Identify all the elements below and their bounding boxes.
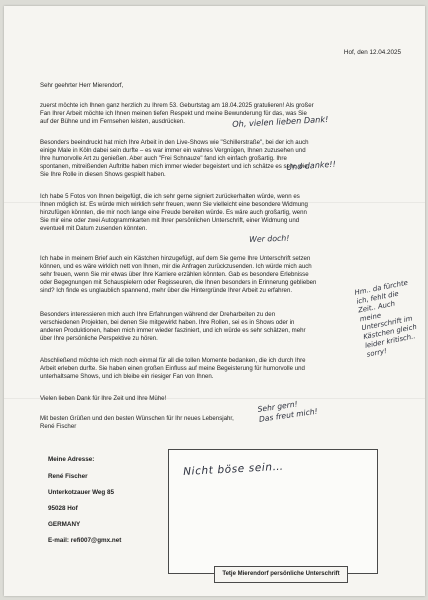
address-city: 95028 Hof [48, 505, 78, 512]
place-date: Hof, den 12.04.2025 [343, 49, 401, 56]
paragraph-congratulations: zuerst möchte ich Ihnen ganz herzlich zu Ihrem 53. Geburtstag am 18.04.2025 gratulieren! Als großer Fan Ihrer Arbeit möchte ich Ihnen meinen tiefen Respekt und meine Bewunderung für das, was Sie auf der Bühne und im Fernsehen leisten, ausdrücken. [40, 102, 314, 126]
handwritten-note: Wer doch! [249, 233, 290, 244]
address-street: Unterkotzauer Weg 85 [48, 489, 115, 496]
handwritten-note: Und danke!! [286, 159, 337, 172]
paragraph-live-shows: Besonders beeindruckt hat mich Ihre Arbeit in den Live-Shows wie "Schillerstraße", bei der ich auch einige Male in Köln dabei sein durfte – es war immer ein wahres Vergnügen, Ihnen zuzusehen und Ihre humorvolle Art zu genießen. Aber auch "Frei Schnauze" fand ich einfach großartig. Ihre spontanen, mitreißenden Auftritte haben mich immer wieder begeistert und ich schätze es sehr, wie Sie Ihre Rolle in diesen Shows gespielt haben. [40, 139, 309, 179]
paragraph-signature-box: Ich habe in meinem Brief auch ein Kästchen hinzugefügt, auf dem Sie gerne Ihre Unterschrift setzen können, und es wäre wirklich nett von Ihnen, mir die Anfragen zurückzusenden. Ich würde mich auch sehr freuen, wenn Sie mir etwas über Ihre Karriere erzählen könnten. Gab es besondere Erlebnisse oder Begegnungen mit Schauspielern oder Regisseuren, die Ihnen besonders in Erinnerung geblieben sind? Ich finde es unglaublich spannend, mehr über die Hintergründe Ihrer Arbeit zu erfahren. [40, 255, 317, 295]
handwritten-note: Sehr gern! Das freut mich! [257, 399, 319, 424]
address-email: E-mail: refi007@gmx.net [48, 537, 122, 544]
handwritten-note: Oh, vielen lieben Dank! [231, 113, 329, 129]
address-country: GERMANY [48, 521, 81, 528]
letter-page [4, 6, 425, 596]
handwritten-box-note: Nicht böse sein… [182, 460, 285, 478]
paragraph-thanks: Abschließend möchte ich mich noch einmal für all die tollen Momente bedanken, die ich durch Ihre Arbeit erleben durfte. Sie haben einen großen Einfluss auf meine Begeisterung für humorvolle und unterhaltsame Shows, und ich bleibe ein riesiger Fan von Ihnen. [40, 357, 306, 381]
salutation: Sehr geehrter Herr Mierendorf, [40, 82, 124, 89]
sender-address [48, 456, 121, 545]
address-heading: Meine Adresse: [48, 456, 95, 463]
paragraph-filming: Besonders interessieren mich auch Ihre Erfahrungen während der Dreharbeiten zu den verschiedenen Projekten, bei denen Sie mitgewirkt haben. Ihre Rollen, sei es in Shows oder in anderen Produktionen, haben mich immer wieder fasziniert, und ich würde es sehr schätzen, mehr über Ihre persönliche Perspektive zu hören. [40, 311, 306, 343]
handwritten-margin-note: Hm.. da fürchte ich, fehlt die Zeit.. Auch meine Unterschrift im Kästchen gleich leider kritisch.. sorry! [354, 278, 418, 359]
closing: Mit besten Grüßen und den besten Wünschen für Ihr neues Lebensjahr, René Fischer [40, 415, 234, 431]
signature-box [168, 449, 378, 574]
paragraph-thank-you-time: Vielen lieben Dank für Ihre Zeit und Ihre Mühe! [40, 395, 167, 402]
address-name: René Fischer [48, 473, 88, 480]
signature-box-label: Tetje Mierendorf persönliche Unterschrift [214, 566, 348, 583]
paragraph-photos: Ich habe 5 Fotos von Ihnen beigefügt, die ich sehr gerne signiert zurückerhalten würde, wenn es Ihnen möglich ist. Es würde mich wirklich sehr freuen, wenn Sie vielleicht eine besondere Widmung hinzufügen könnten, die mir noch lange eine Freude bereiten würde. Es wäre auch großartig, wenn Sie mir eine oder zwei Autogrammkarten mit Ihrer persönlichen Unterschrift, einer Widmung und eventuell mit Datum zusenden könnten. [40, 193, 308, 233]
